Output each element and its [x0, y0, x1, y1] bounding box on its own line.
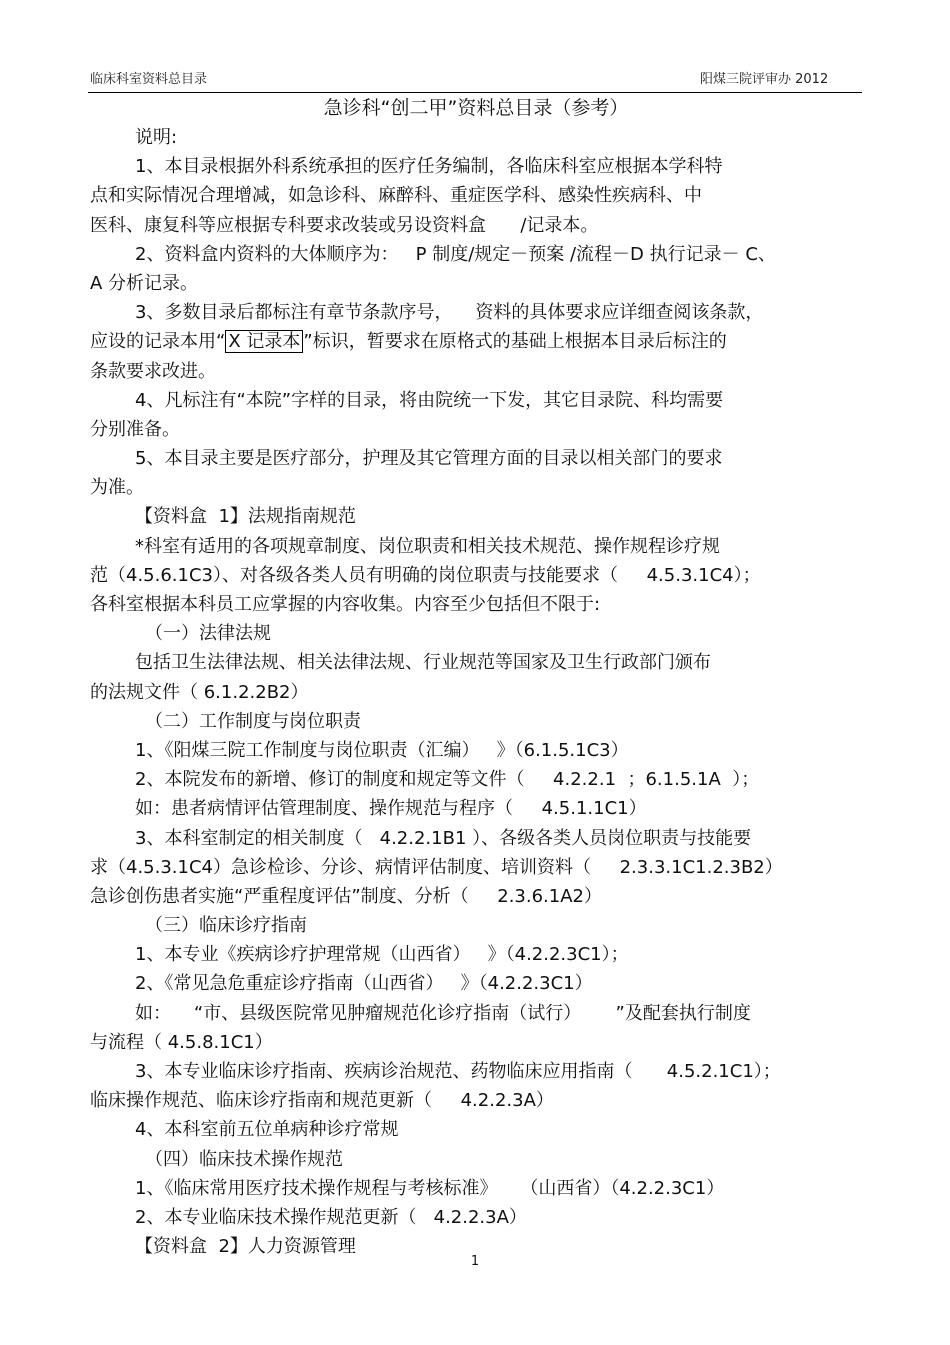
paragraph-line: 各科室根据本科员工应掌握的内容收集。内容至少包括但不限于:: [90, 594, 601, 615]
section-heading: 【资料盒 1】法规指南规范: [135, 506, 356, 528]
paragraph-line: 1、本目录根据外科系统承担的医疗任务编制，各临床科室应根据本学科特: [135, 156, 723, 178]
list-item: 3、本专业临床诊疗指南、疾病诊治规范、药物临床应用指南（ 4.5.2.1C1）；: [135, 1061, 781, 1082]
note-heading: 说明:: [135, 127, 178, 148]
list-item: 如：患者病情评估管理制度、操作规范与程序（ 4.5.1.1C1）: [135, 798, 647, 820]
paragraph-line: 范（4.5.6.1C3）、对各级各类人员有明确的岗位职责与技能要求（ 4.5.3.1C4）；: [90, 564, 761, 586]
paragraph-line: 条款要求改进。: [90, 360, 216, 382]
paragraph-line: 医科、康复科等应根据专科要求改装或另设资料盒 /记录本。: [90, 214, 599, 236]
subsection-heading: （一）法律法规: [145, 623, 271, 645]
list-item: 2、《常见急危重症诊疗指南（山西省） 》（4.2.2.3C1）: [135, 973, 593, 995]
list-item: 1、本专业《疾病诊疗护理常规（山西省） 》（4.2.2.3C1）；: [135, 944, 629, 966]
document-title: 急诊科“创二甲”资料总目录（参考）: [323, 97, 629, 119]
paragraph-line: 包括卫生法律法规、相关法律法规、行业规范等国家及卫生行政部门颁布: [135, 652, 711, 674]
paragraph-line: A 分析记录。: [90, 272, 199, 294]
list-item: 4、本科室前五位单病种诊疗常规: [135, 1119, 399, 1141]
text-after-box: ”标识，暂要求在原格式的基础上根据本目录后标注的: [303, 331, 727, 353]
paragraph-line: 急诊创伤患者实施“严重程度评估”制度、分析（ 2.3.6.1A2）: [90, 885, 602, 907]
paragraph-line: *科室有适用的各项规章制度、岗位职责和相关技术规范、操作规程诊疗规: [135, 535, 720, 557]
document-body: [90, 94, 862, 1261]
header-right: 阳煤三院评审办 2012: [700, 72, 829, 87]
list-item: 2、本院发布的新增、修订的制度和规定等文件（ 4.2.2.1 ；6.1.5.1A ）；: [135, 769, 760, 791]
paragraph-line: 为准。: [90, 477, 144, 499]
paragraph-line: [90, 327, 862, 356]
list-item: 1、《阳煤三院工作制度与岗位职责（汇编） 》（6.1.5.1C3）: [135, 739, 629, 761]
paragraph-line: 与流程（ 4.5.8.1C1）: [90, 1031, 273, 1053]
boxed-record-label: X 记录本: [225, 330, 303, 353]
section-heading: 【资料盒 2】人力资源管理: [135, 1236, 356, 1258]
header-rule: [88, 92, 862, 93]
paragraph-line: 分别准备。: [90, 418, 180, 440]
list-item: 2、本专业临床技术操作规范更新（ 4.2.2.3A）: [135, 1206, 527, 1228]
paragraph-line: 的法规文件（ 6.1.2.2B2）: [90, 681, 309, 703]
paragraph-line: 3、多数目录后都标注有章节条款序号， 资料的具体要求应详细查阅该条款，: [135, 302, 764, 324]
paragraph-line: 求（4.5.3.1C4）急诊检诊、分诊、病情评估制度、培训资料（ 2.3.3.1C1.2.3B2）: [90, 856, 783, 878]
subsection-heading: （二）工作制度与岗位职责: [145, 710, 361, 732]
paragraph-line: 2、资料盒内资料的大体顺序为： P 制度/规定－预案 /流程－D 执行记录－ C、: [135, 243, 776, 265]
paragraph-line: 点和实际情况合理增减，如急诊科、麻醉科、重症医学科、感染性疾病科、中: [90, 185, 702, 207]
page-number: 1: [470, 1254, 480, 1269]
paragraph-line: 临床操作规范、临床诊疗指南和规范更新（ 4.2.2.3A）: [90, 1090, 554, 1112]
list-item: 如： “市、县级医院常见肿瘤规范化诊疗指南（试行） ”及配套执行制度: [135, 1002, 751, 1024]
text-before-box: 应设的记录本用“: [90, 331, 226, 353]
header-left: 临床科室资料总目录: [90, 72, 208, 87]
list-item: 1、《临床常用医疗技术操作规程与考核标准》 （山西省）（4.2.2.3C1）: [135, 1177, 725, 1199]
paragraph-line: 5、本目录主要是医疗部分，护理及其它管理方面的目录以相关部门的要求: [135, 448, 723, 470]
list-item: 3、本科室制定的相关制度（ 4.2.2.1B1 ）、各级各类人员岗位职责与技能要: [135, 827, 752, 849]
subsection-heading: （三）临床诊疗指南: [145, 915, 307, 937]
paragraph-line: 4、凡标注有“本院”字样的目录，将由院统一下发，其它目录院、科均需要: [135, 389, 724, 411]
subsection-heading: （四）临床技术操作规范: [145, 1148, 343, 1170]
